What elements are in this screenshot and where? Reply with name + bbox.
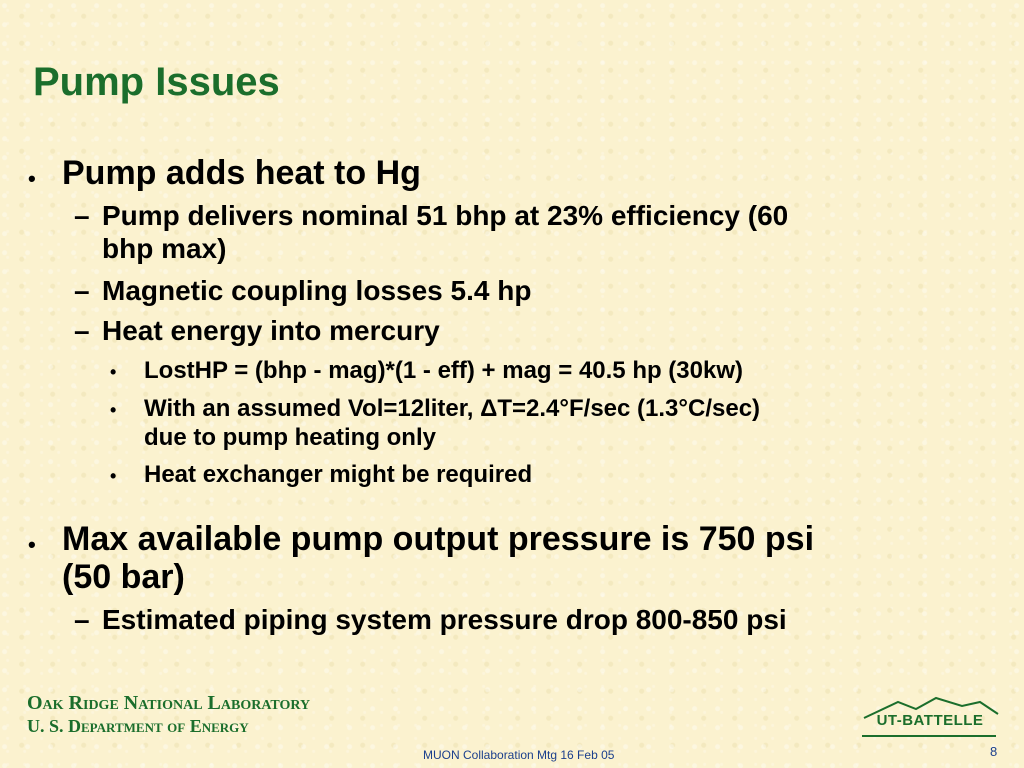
- bullet-text-line1: Max available pump output pressure is 750 psi: [62, 520, 815, 558]
- bullet-marker: •: [28, 532, 36, 557]
- point-text-line1: With an assumed Vol=12liter, ΔT=2.4°F/sec (1.3°C/sec): [144, 395, 761, 422]
- bullet-marker: •: [28, 166, 36, 191]
- point-text-line2: due to pump heating only: [144, 424, 436, 451]
- dash-marker: –: [74, 275, 90, 306]
- point-marker: •: [110, 362, 117, 382]
- sub-bullet-text: Magnetic coupling losses 5.4 hp: [102, 275, 532, 306]
- dash-marker: –: [74, 200, 90, 231]
- bullet-text: Pump adds heat to Hg: [62, 154, 421, 192]
- bullet-text-line2: (50 bar): [62, 558, 185, 596]
- dash-marker: –: [74, 604, 90, 635]
- page-number: 8: [990, 744, 998, 759]
- point-marker: •: [110, 466, 117, 486]
- logo-text: UT-BATTELLE: [876, 712, 984, 729]
- org-name-doe: U. S. Department of Energy: [27, 716, 249, 736]
- sub-bullet-text: Heat energy into mercury: [102, 315, 440, 346]
- point-text: Heat exchanger might be required: [144, 461, 533, 488]
- dash-marker: –: [74, 315, 90, 346]
- sub-bullet-text-line1: Pump delivers nominal 51 bhp at 23% efficiency (60: [102, 200, 789, 231]
- meeting-footer: MUON Collaboration Mtg 16 Feb 05: [423, 748, 615, 762]
- point-text: LostHP = (bhp - mag)*(1 - eff) + mag = 40.5 hp (30kw): [144, 357, 744, 384]
- point-marker: •: [110, 400, 117, 420]
- sub-bullet-text: Estimated piping system pressure drop 800-850 psi: [102, 604, 787, 635]
- sub-bullet-text-line2: bhp max): [102, 233, 227, 264]
- org-name-ornl: Oak Ridge National Laboratory: [27, 692, 311, 714]
- slide-title: Pump Issues: [33, 60, 280, 104]
